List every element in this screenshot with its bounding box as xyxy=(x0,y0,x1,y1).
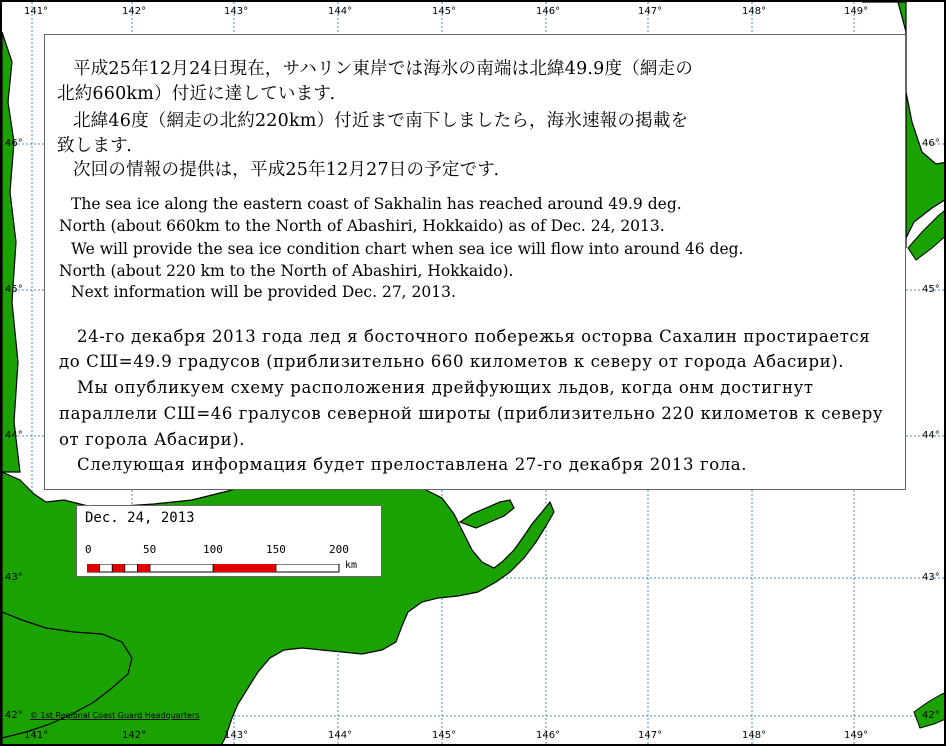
notice-jp-line-4: 致します． xyxy=(57,136,145,156)
scale-seg-1 xyxy=(87,564,100,572)
notice-ru-line-3: Мы опубликуем схему расположения дрейфующих льдов, когда онм достигнут xyxy=(77,378,814,397)
lon-label-146: 146° xyxy=(536,6,561,17)
lat-label-43-left: 43° xyxy=(5,572,23,583)
lon-label-147: 147° xyxy=(638,6,663,17)
notice-panel xyxy=(44,34,906,490)
notice-en-line-3: We will provide the sea ice condition chart when sea ice will flow into around 46 deg. xyxy=(71,240,744,258)
notice-ru-line-6: Слелующая информация будет прелоставлена 27-го декабря 2013 гола. xyxy=(77,455,748,474)
notice-jp-line-1: 平成25年12月24日現在，サハリン東岸では海氷の南端は北緯49.9度（網走の xyxy=(73,59,694,79)
chart-date: Dec. 24, 2013 xyxy=(85,510,195,526)
scale-unit: km xyxy=(345,560,358,571)
notice-en-line-1: The sea ice along the eastern coast of Sakhalin has reached around 49.9 deg. xyxy=(71,195,682,213)
scale-tick-50: 50 xyxy=(143,543,157,556)
lon-label-bottom-147: 147° xyxy=(638,730,663,741)
scale-seg-3 xyxy=(137,564,150,572)
lon-label-bottom-142: 142° xyxy=(122,730,147,741)
shiretoko-peninsula xyxy=(460,500,514,528)
lon-label-144: 144° xyxy=(328,6,353,17)
notice-ru-line-5: от горола Абасири). xyxy=(59,430,246,449)
lon-label-141: 141° xyxy=(24,6,49,17)
lon-label-bottom-141: 141° xyxy=(24,730,49,741)
lat-label-43-right: 43° xyxy=(922,572,940,583)
lat-label-42-right: 42° xyxy=(922,710,940,721)
lat-label-42-left: 42° xyxy=(5,710,23,721)
scale-tick-150: 150 xyxy=(266,543,286,556)
lon-label-143: 143° xyxy=(224,6,249,17)
lat-label-45-right: 45° xyxy=(922,284,940,295)
lat-label-46-left: 46° xyxy=(5,138,23,149)
lon-label-bottom-145: 145° xyxy=(432,730,457,741)
notice-ru-line-4: параллели СШ=46 гралусов северной широты (приблизительно 220 километов к северу xyxy=(59,404,884,423)
left-coast xyxy=(2,32,20,472)
lon-label-148: 148° xyxy=(742,6,767,17)
notice-en-line-5: Next information will be provided Dec. 27, 2013. xyxy=(71,283,456,301)
copyright-credit: © 1st Regional Coast Guard Headquarters xyxy=(30,711,200,720)
notice-jp-line-3: 北緯46度（網走の北約220km）付近まで南下しましたら，海氷速報の掲載を xyxy=(73,111,689,131)
lat-label-44-left: 44° xyxy=(5,430,23,441)
lat-label-44-right: 44° xyxy=(922,430,940,441)
notice-ru-line-2: до СШ=49.9 градусов (приблизительно 660 километов к северу от города Абасири). xyxy=(59,352,845,371)
notice-ru-line-1: 24-го декабря 2013 года лед я босточного побережья осторва Сахалин простирается xyxy=(77,327,871,346)
lat-label-46-right: 46° xyxy=(922,138,940,149)
lon-label-bottom-148: 148° xyxy=(742,730,767,741)
notice-jp-line-5: 次回の情報の提供は，平成25年12月27日の予定です． xyxy=(73,160,512,180)
lon-label-bottom-143: 143° xyxy=(224,730,249,741)
scale-tick-200: 200 xyxy=(329,543,349,556)
scale-tick-0: 0 xyxy=(85,543,92,556)
scale-bar xyxy=(87,564,343,574)
lon-label-bottom-149: 149° xyxy=(844,730,869,741)
lat-label-45-left: 45° xyxy=(5,284,23,295)
lon-label-149: 149° xyxy=(844,6,869,17)
scale-legend xyxy=(76,505,382,577)
lon-label-142: 142° xyxy=(122,6,147,17)
lon-label-bottom-144: 144° xyxy=(328,730,353,741)
notice-en-line-4: North (about 220 km to the North of Abashiri, Hokkaido). xyxy=(59,262,514,280)
scale-seg-2 xyxy=(112,564,125,572)
scale-tick-100: 100 xyxy=(203,543,223,556)
lon-label-bottom-146: 146° xyxy=(536,730,561,741)
notice-jp-line-2: 北約660km）付近に達しています． xyxy=(57,84,348,104)
scale-seg-4 xyxy=(213,564,276,572)
notice-en-line-2: North (about 660km to the North of Abashiri, Hokkaido) as of Dec. 24, 2013. xyxy=(59,217,665,235)
lon-label-145: 145° xyxy=(432,6,457,17)
